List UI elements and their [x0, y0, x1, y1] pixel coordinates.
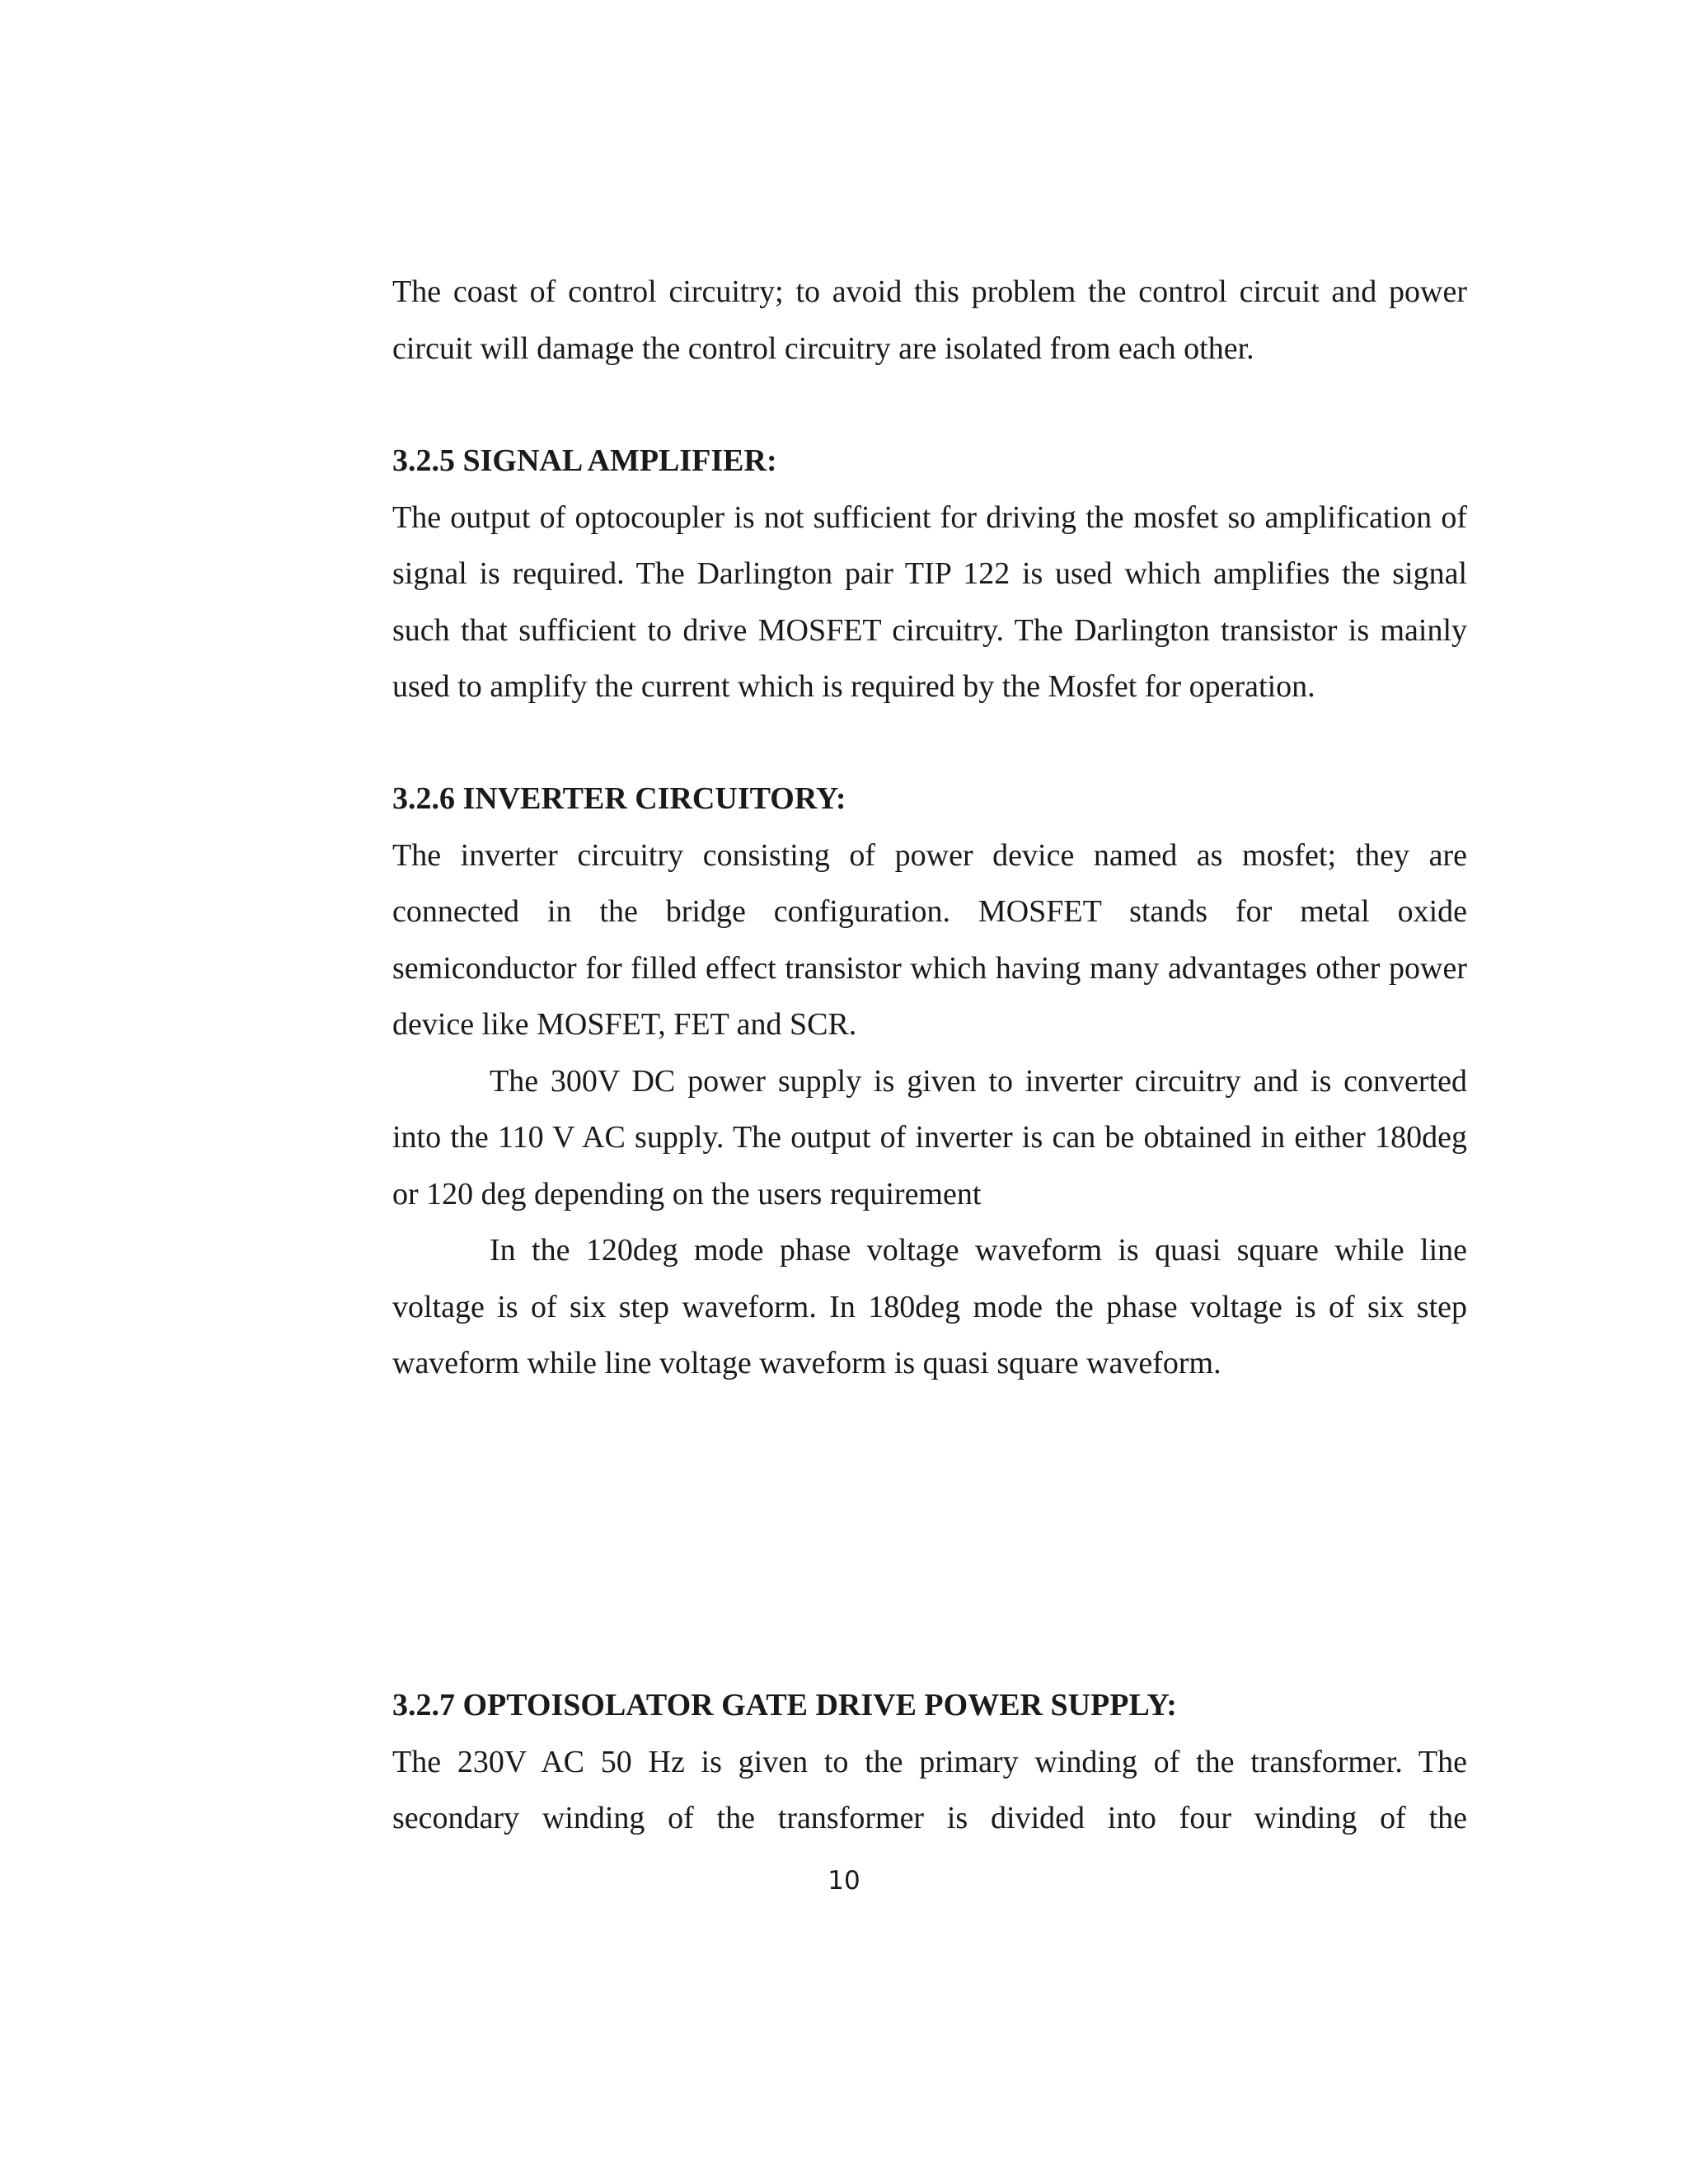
- section-heading-signal-amplifier: 3.2.5 SIGNAL AMPLIFIER:: [392, 443, 777, 478]
- section-heading-inverter-circuitory: 3.2.6 INVERTER CIRCUITORY:: [392, 781, 846, 816]
- section-3-2-5: [392, 433, 1467, 715]
- signal-amplifier-paragraph: The output of optocoupler is not sufficient for driving the mosfet so amplification of signal is required. The Darlington pair TIP 122 is used which amplifies the signal such that sufficient to drive MOSFET circuitry. The Darlington transistor is mainly used to amplify the current which is required by the Mosfet for operation.: [392, 499, 1467, 704]
- intro-block: [392, 264, 1467, 377]
- section-3-2-7: [392, 1677, 1467, 1847]
- intro-paragraph: The coast of control circuitry; to avoid this problem the control circuit and power circuit will damage the control circuitry are isolated from each other.: [392, 274, 1467, 366]
- section-heading-optoisolator-gate-drive: 3.2.7 OPTOISOLATOR GATE DRIVE POWER SUPPLY:: [392, 1688, 1177, 1722]
- optoisolator-paragraph: The 230V AC 50 Hz is given to the primary winding of the transformer. The secondary winding of the transformer is divided into four winding of the: [392, 1744, 1467, 1835]
- page-number: 10: [828, 1866, 860, 1896]
- section-3-2-6: [392, 771, 1467, 1392]
- inverter-paragraph-2: The 300V DC power supply is given to inverter circuitry and is converted into the 110 V AC supply. The output of inverter is can be obtained in either 180deg or 120 deg depending on the users requirement: [392, 1063, 1467, 1212]
- inverter-paragraph-3: In the 120deg mode phase voltage waveform is quasi square while line voltage is of six step waveform. In 180deg mode the phase voltage is of six step waveform while line voltage waveform is quasi square waveform.: [392, 1233, 1467, 1380]
- inverter-paragraph-1: The inverter circuitry consisting of power device named as mosfet; they are connected in the bridge configuration. MOSFET stands for metal oxide semiconductor for filled effect transistor which having many advantages other power device like MOSFET, FET and SCR.: [392, 837, 1467, 1042]
